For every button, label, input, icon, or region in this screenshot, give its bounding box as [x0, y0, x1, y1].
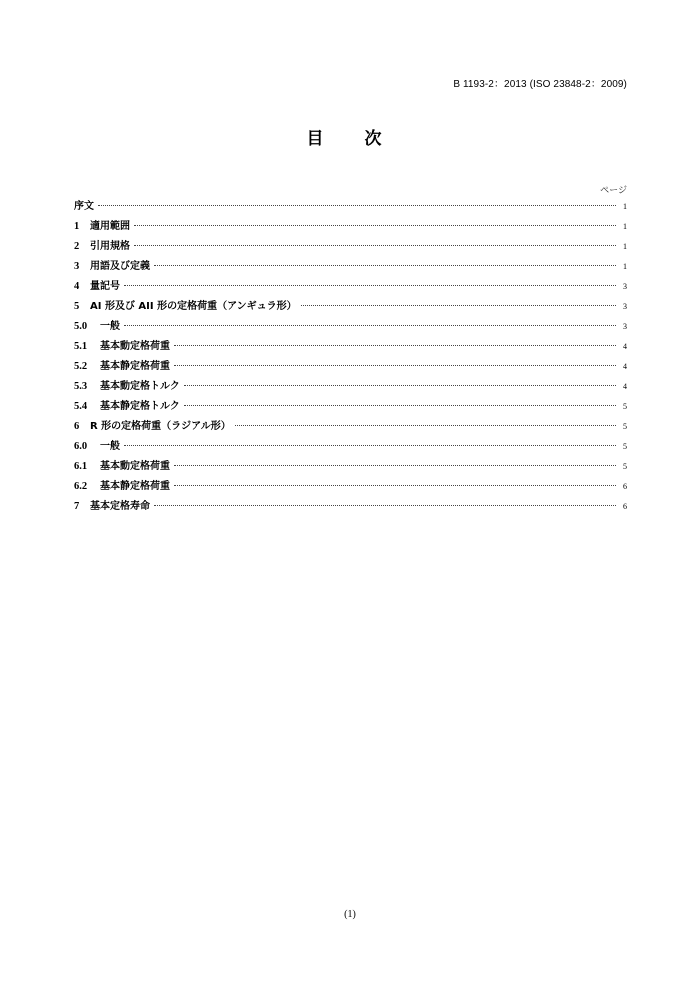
page-column-label: ページ [600, 186, 627, 196]
toc-dot-leader [134, 245, 616, 246]
toc-entry-title: 基本動定格トルク [100, 381, 180, 392]
toc-entry-page: 6 [623, 482, 627, 491]
toc-entry[interactable] [74, 337, 627, 357]
toc-entry[interactable] [74, 377, 627, 397]
toc-entry-number: 5.1 [74, 341, 88, 352]
toc-entry-title: 引用規格 [90, 241, 130, 252]
page-title: 目 次 [306, 129, 394, 149]
toc-entry[interactable] [74, 457, 627, 477]
toc-entry-number: 5.2 [74, 361, 88, 372]
toc-entry-page: 6 [623, 502, 627, 511]
toc-dot-leader [174, 345, 616, 346]
page-number: (1) [344, 909, 356, 920]
toc-entry[interactable] [74, 437, 627, 457]
toc-entry-page: 5 [623, 402, 627, 411]
toc-dot-leader [124, 325, 616, 326]
toc-entry-number: 5 [74, 301, 80, 312]
toc-dot-leader [98, 205, 616, 206]
toc-entry-page: 5 [623, 462, 627, 471]
toc-entry-page: 3 [623, 282, 627, 291]
toc-entry-number: 5.0 [74, 321, 88, 332]
toc-entry-page: 3 [623, 322, 627, 331]
toc-dot-leader [184, 385, 616, 386]
toc-entry-number: 4 [74, 281, 80, 292]
toc-entry[interactable] [74, 497, 627, 517]
toc-entry[interactable] [74, 237, 627, 257]
toc-entry[interactable] [74, 357, 627, 377]
toc-entry-number: 6 [74, 421, 80, 432]
toc-entry[interactable] [74, 217, 627, 237]
document-id: B 1193-2：2013 (ISO 23848-2：2009) [453, 79, 627, 90]
toc-dot-leader [174, 465, 616, 466]
toc-entry-title: 用語及び定義 [90, 261, 150, 272]
toc-entry[interactable] [74, 257, 627, 277]
toc-entry-number: 5.4 [74, 401, 88, 412]
toc-entry-number: 7 [74, 501, 80, 512]
toc-entry-page: 1 [623, 222, 627, 231]
toc-entry-title: 基本静定格荷重 [100, 481, 170, 492]
toc-entry-page: 1 [623, 242, 627, 251]
toc-entry-page: 5 [623, 422, 627, 431]
toc-entry-number: 6.2 [74, 481, 88, 492]
table-of-contents [74, 197, 627, 517]
toc-entry[interactable] [74, 317, 627, 337]
toc-entry-page: 3 [623, 302, 627, 311]
toc-dot-leader [174, 485, 616, 486]
toc-entry-title: 量記号 [90, 281, 120, 292]
toc-entry-title: R 形の定格荷重（ラジアル形） [90, 421, 231, 432]
toc-dot-leader [154, 265, 616, 266]
toc-dot-leader [235, 425, 616, 426]
toc-entry-page: 5 [623, 442, 627, 451]
toc-dot-leader [154, 505, 616, 506]
toc-entry-page: 4 [623, 342, 627, 351]
toc-entry-title: 一般 [100, 321, 120, 332]
toc-entry-title: 基本静定格荷重 [100, 361, 170, 372]
toc-dot-leader [184, 405, 616, 406]
toc-entry-page: 1 [623, 262, 627, 271]
toc-entry-title: 序文 [74, 201, 94, 212]
toc-dot-leader [124, 445, 616, 446]
toc-entry-title: AI 形及び AII 形の定格荷重（アンギュラ形） [90, 301, 297, 312]
toc-entry-title: 基本静定格トルク [100, 401, 180, 412]
toc-entry-title: 基本動定格荷重 [100, 461, 170, 472]
toc-entry-number: 2 [74, 241, 80, 252]
toc-entry-number: 6.0 [74, 441, 88, 452]
toc-entry[interactable] [74, 477, 627, 497]
toc-dot-leader [124, 285, 616, 286]
toc-entry-page: 4 [623, 362, 627, 371]
toc-dot-leader [134, 225, 616, 226]
toc-entry-number: 5.3 [74, 381, 88, 392]
toc-dot-leader [301, 305, 616, 306]
toc-entry-page: 4 [623, 382, 627, 391]
toc-entry-title: 基本動定格荷重 [100, 341, 170, 352]
toc-entry[interactable] [74, 277, 627, 297]
toc-entry-number: 3 [74, 261, 80, 272]
toc-entry[interactable] [74, 297, 627, 317]
toc-entry[interactable] [74, 417, 627, 437]
toc-entry[interactable] [74, 397, 627, 417]
toc-entry-title: 基本定格寿命 [90, 501, 150, 512]
toc-entry-number: 1 [74, 221, 80, 232]
toc-dot-leader [174, 365, 616, 366]
toc-entry[interactable] [74, 197, 627, 217]
toc-entry-title: 適用範囲 [90, 221, 130, 232]
toc-entry-title: 一般 [100, 441, 120, 452]
toc-entry-page: 1 [623, 202, 627, 211]
toc-entry-number: 6.1 [74, 461, 88, 472]
